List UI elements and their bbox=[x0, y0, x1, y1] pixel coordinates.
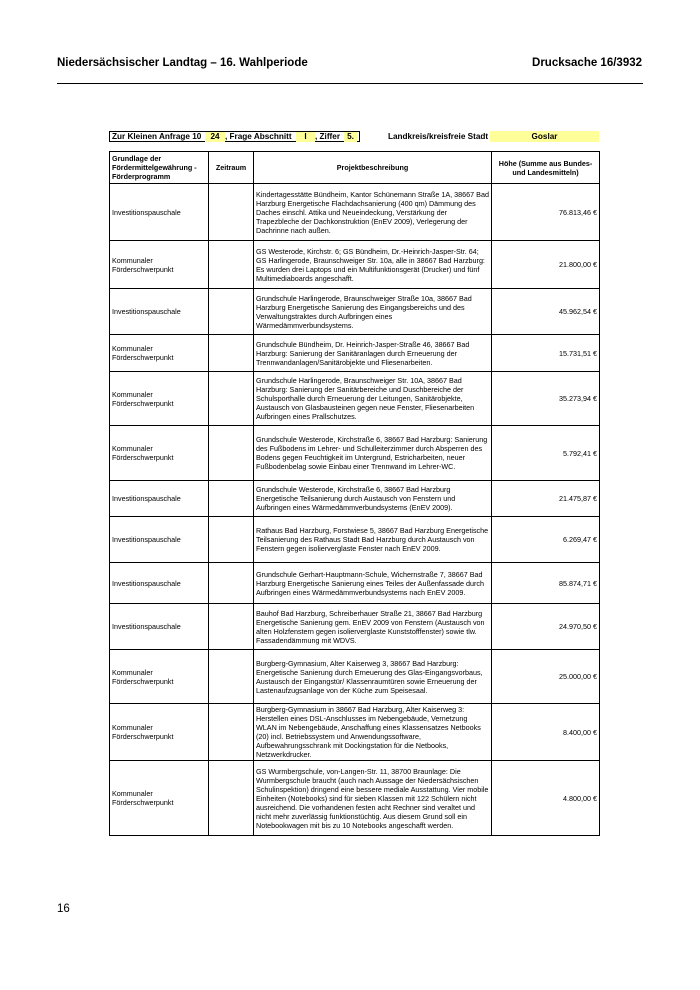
section-value: I bbox=[296, 132, 315, 142]
cell-amount: 8.400,00 € bbox=[492, 704, 600, 761]
cell-amount: 25.000,00 € bbox=[492, 650, 600, 704]
cell-amount: 21.475,87 € bbox=[492, 481, 600, 517]
cell-period bbox=[209, 372, 254, 426]
cell-program: Kommunaler Förderschwerpunkt bbox=[110, 372, 209, 426]
cell-description: Grundschule Bündheim, Dr. Heinrich-Jasper-Straße 46, 38667 Bad Harzburg: Sanierung der Sanitäranlagen durch Erneuerung der Trennwandanlagen/Sanitärobjekte und Fliesenarbeiten. bbox=[254, 335, 492, 372]
table-row bbox=[110, 481, 600, 517]
cell-amount: 21.800,00 € bbox=[492, 241, 600, 289]
cell-description: Grundschule Westerode, Kirchstraße 6, 38667 Bad Harzburg Energetische Teilsanierung durch Austausch von Fenstern und Aufbringen eines Wärmedämmverbundsystems (EnEV 2009). bbox=[254, 481, 492, 517]
cell-amount: 24.970,50 € bbox=[492, 604, 600, 650]
header-amount: Höhe (Summe aus Bundes- und Landesmitteln) bbox=[492, 152, 600, 184]
cell-amount: 76.813,46 € bbox=[492, 184, 600, 241]
table-row bbox=[110, 335, 600, 372]
header-program: Grundlage der Fördermittelgewährung - Förderprogramm bbox=[110, 152, 209, 184]
cell-program: Kommunaler Förderschwerpunkt bbox=[110, 761, 209, 836]
cell-period bbox=[209, 604, 254, 650]
table-row bbox=[110, 650, 600, 704]
cell-program: Kommunaler Förderschwerpunkt bbox=[110, 650, 209, 704]
cell-program: Kommunaler Förderschwerpunkt bbox=[110, 241, 209, 289]
cell-program: Investitionspauschale bbox=[110, 517, 209, 563]
cell-amount: 15.731,51 € bbox=[492, 335, 600, 372]
cell-period bbox=[209, 241, 254, 289]
section-label: , Frage Abschnitt bbox=[225, 132, 292, 141]
inquiry-meta-line bbox=[109, 131, 599, 143]
cell-amount: 6.269,47 € bbox=[492, 517, 600, 563]
table-row bbox=[110, 426, 600, 481]
cell-program: Investitionspauschale bbox=[110, 563, 209, 604]
header-period: Zeitraum bbox=[209, 152, 254, 184]
table-header-row bbox=[110, 152, 600, 184]
table-row bbox=[110, 604, 600, 650]
header-description: Projektbeschreibung bbox=[254, 152, 492, 184]
header-title: Niedersächsischer Landtag – 16. Wahlperiode bbox=[57, 57, 308, 69]
cell-program: Kommunaler Förderschwerpunkt bbox=[110, 704, 209, 761]
cell-description: GS Westerode, Kirchstr. 6; GS Bündheim, Dr.-Heinrich-Jasper-Str. 64; GS Harlingerode, Braunschweiger Str. 10a, alle in 38667 Bad Harzburg: Es wurden drei Laptops und ein Multifunktionsgerät (Drucker) und fünf Multimediaboards angeschafft. bbox=[254, 241, 492, 289]
cell-amount: 35.273,94 € bbox=[492, 372, 600, 426]
cell-period bbox=[209, 335, 254, 372]
inquiry-number: 24 bbox=[205, 132, 225, 142]
table-row bbox=[110, 241, 600, 289]
cell-description: Bauhof Bad Harzburg, Schreiberhauer Straße 21, 38667 Bad Harzburg Energetische Sanierung gem. EnEV 2009 von Fenstern (Austausch von alten Holzfenstern gegen isolierverglaste Kunststofffenster) sowie tlw. Fassadendämmung mit WDVS. bbox=[254, 604, 492, 650]
cell-description: Grundschule Gerhart-Hauptmann-Schule, Wichernstraße 7, 38667 Bad Harzburg Energetische Sanierung eines Teiles der Außenfassade durch Aufbringen eines Wärmedämmverbundsystems nach EnEV 2009. bbox=[254, 563, 492, 604]
cell-period bbox=[209, 761, 254, 836]
cell-amount: 4.800,00 € bbox=[492, 761, 600, 836]
table-row bbox=[110, 372, 600, 426]
city-value: Goslar bbox=[531, 132, 558, 141]
cell-period bbox=[209, 481, 254, 517]
table-row bbox=[110, 563, 600, 604]
cell-period bbox=[209, 184, 254, 241]
cell-period bbox=[209, 704, 254, 761]
cell-program: Investitionspauschale bbox=[110, 184, 209, 241]
cell-program: Kommunaler Förderschwerpunkt bbox=[110, 426, 209, 481]
cell-description: Grundschule Harlingerode, Braunschweiger Str. 10A, 38667 Bad Harzburg: Sanierung der Sanitärbereiche und Duschbereiche der Schulsporthalle durch Erneuerung der Leitungen, Sanitärobjekte, Austausch von Glasbausteinen gegen neue Fenster, Fliesenarbeiten Aufbringen eines Prallschutzes. bbox=[254, 372, 492, 426]
cell-program: Investitionspauschale bbox=[110, 289, 209, 335]
cell-amount: 45.962,54 € bbox=[492, 289, 600, 335]
cell-description: Burgberg-Gymnasium in 38667 Bad Harzburg, Alter Kaiserweg 3: Herstellen eines DSL-Anschlusses im Nebengebäude, Vernetzung WLAN im Nebengebäude, Anschaffung eines Klassensatzes Netbooks (20) incl. Betriebssystem und Anwendungssoftware, Aufbewahrungsschrank mit Dockingstation für die Netbooks, Netzwerkdrucker. bbox=[254, 704, 492, 761]
cell-description: Kindertagesstätte Bündheim, Kantor Schünemann Straße 1A, 38667 Bad Harzburg Energetische Flachdachsanierung (400 qm) Dämmung des Daches einschl. Attika und Neueindeckung, Verstärkung der Trapezbleche der Dachkonstruktion (EnEV 2009), Verlegerung der Dachrinne nach außen. bbox=[254, 184, 492, 241]
cell-program: Investitionspauschale bbox=[110, 481, 209, 517]
cell-period bbox=[209, 650, 254, 704]
table-row bbox=[110, 289, 600, 335]
cell-amount: 85.874,71 € bbox=[492, 563, 600, 604]
table-row bbox=[110, 184, 600, 241]
cell-description: Grundschule Harlingerode, Braunschweiger Straße 10a, 38667 Bad Harzburg Energetische Sanierung des Eingangsbereichs und des Verwaltungstraktes durch Aufbringen eines Wärmedämmverbundsystems. bbox=[254, 289, 492, 335]
cell-program: Kommunaler Förderschwerpunkt bbox=[110, 335, 209, 372]
cell-program: Investitionspauschale bbox=[110, 604, 209, 650]
cell-period bbox=[209, 517, 254, 563]
cell-amount: 5.792,41 € bbox=[492, 426, 600, 481]
city-label: Landkreis/kreisfreie Stadt bbox=[388, 132, 489, 141]
cell-description: Burgberg-Gymnasium, Alter Kaiserweg 3, 38667 Bad Harzburg: Energetische Sanierung durch Erneuerung des Glas-Eingangsvorbaus, Austausch der Eingangstür/ Klassenraumtüren sowie Erneuerung der Lastenaufzugsanlage von der Küche zum Speisesaal. bbox=[254, 650, 492, 704]
cell-period bbox=[209, 289, 254, 335]
cell-period bbox=[209, 426, 254, 481]
item-label: , Ziffer bbox=[315, 132, 341, 141]
cell-description: Grundschule Westerode, Kirchstraße 6, 38667 Bad Harzburg: Sanierung des Fußbodens im Lehrer- und Schulleiterzimmer durch Absperren des Bodens gegen Feuchtigkeit im Untergrund, Estricharbeiten, neuer Fußbodenbelag sowie Einbau einer Trennwand im Lehrer-WC. bbox=[254, 426, 492, 481]
header-document-number: Drucksache 16/3932 bbox=[532, 57, 642, 69]
table-row bbox=[110, 761, 600, 836]
inquiry-prefix: Zur Kleinen Anfrage 10 bbox=[112, 132, 202, 141]
item-value: 5. bbox=[344, 132, 357, 142]
cell-period bbox=[209, 563, 254, 604]
table-row bbox=[110, 517, 600, 563]
header-divider bbox=[57, 83, 643, 84]
cell-description: Rathaus Bad Harzburg, Forstwiese 5, 38667 Bad Harzburg Energetische Teilsanierung des Rathaus Stadt Bad Harzburg durch Austausch von Fenstern gegen isolierverglaste Fenster nach EnEV 2009. bbox=[254, 517, 492, 563]
funding-table bbox=[109, 151, 600, 836]
page-number: 16 bbox=[57, 903, 70, 915]
cell-description: GS Wurmbergschule, von-Langen-Str. 11, 38700 Braunlage: Die Wurmbergschule braucht (auch nach Aussage der Niedersächsischen Schulinspektion) dringend eine bessere mediale Ausstattung. Vier mobile Einheiten (Notebooks) sind für sieben Klassen mit 122 Schülern nicht ausreichend. Die vorhandenen festen acht Rechner sind veraltet und nicht mehr zuverlässig funktionstüchtig. Aus diesem Grund soll ein Notebookwagen mit bis zu 10 Notebooks angeschafft werden. bbox=[254, 761, 492, 836]
table-row bbox=[110, 704, 600, 761]
